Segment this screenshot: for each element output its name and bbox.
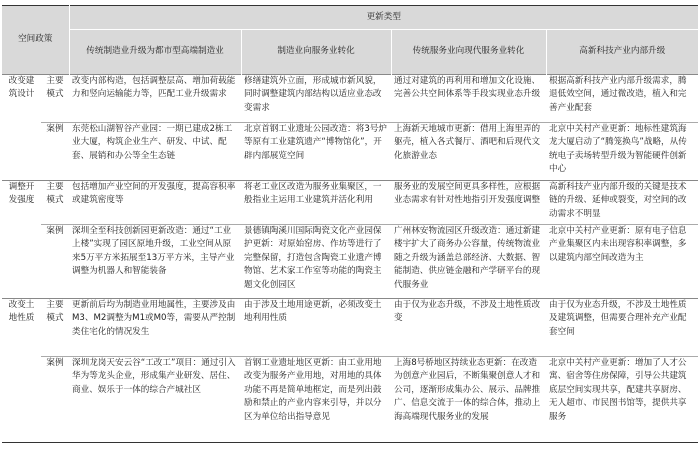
- header-policy-column: 空间政策: [2, 6, 69, 75]
- row-sub-label: 案例: [46, 124, 64, 134]
- header-type-modern-service: 传统服务业向现代服务业转化: [391, 30, 546, 75]
- table-cell: 上海新天地城市更新：借用上海里弄的躯壳，植入各式餐厅、酒吧和后现代文化旅游业态: [394, 124, 541, 161]
- policy-label: 改变建筑设计: [8, 76, 35, 100]
- table-cell: 修缮建筑外立面，形成城市新风貌，同时调整建筑内部结构以适应业态改变需求: [244, 76, 382, 113]
- table-cell: 上海8号桥地区持续业态更新：在改造为创意产业园后，不断集聚创意人才和公司，逐渐形成集办公、展示、品牌推广、信息交流于一体的综合体，推动上海高端现代服务业的发展: [394, 358, 541, 422]
- table-cell: 首钢工业遗址地区更新：由工业用地改变为服务产业用地，对用地的具体功能不再是简单地框定，而是列出鼓励和禁止的产业内容来引导，并以分区为单位给出指导意见: [244, 358, 382, 422]
- table-cell: 东莞松山湖智谷产业园：一期已建成2栋工业大厦，构筑企业生产、研发、中试、配套、展销和办公等全生态链: [72, 124, 233, 161]
- header-type-manufacturing-upgrade: 传统制造业升级为都市型高端制造业: [69, 30, 241, 75]
- table-cell: 北京中关村产业更新：地标性建筑海龙大厦启动了“腾笼换鸟”战略，从传统电子卖场转型升级为智能硬件创新中心: [549, 124, 687, 175]
- table-cell: 包括增加产业空间的开发强度，提高容积率或建筑密度等: [72, 182, 236, 206]
- table-cell: 景德镇陶溪川国际陶瓷文化产业园保护更新：对原始窑房、作坊等进行了完整保留，打造包含陶瓷工业遗产博物馆、艺术家工作室等功能的陶瓷主题文化创园区: [244, 226, 382, 290]
- header-update-type: 更新类型: [69, 6, 698, 30]
- table-cell: 北京首钢工业遗址公园改造：将3号炉等原有工业建筑遗产“博物馆化”，开辟内部展览空间: [244, 124, 387, 161]
- policy-label: 改变土地性质: [8, 300, 35, 324]
- row-sub-label: 案例: [46, 358, 64, 368]
- table-cell: 广州林安物流园区升级改造：通过新建楼宇扩大了商务办公容量，传统物流业随之升级为涵盖总部经济、大数据、智能制造、供应链金融和产学研平台的现代服务业: [394, 226, 541, 290]
- table-cell: 深圳全至科技创新园更新改造：通过“工业上楼”实现了园区原地升级，工业空间从原来5万平方米拓展至13万平方米，主导产业调整为机器人和智能装备: [72, 226, 235, 277]
- row-sub-label: 主要模式: [46, 182, 64, 206]
- policy-label: 调整开发强度: [8, 182, 35, 206]
- table-cell: 根据高新科技产业内部升级需求，腾退低效空间，通过微改造，植入和完善产业配套: [549, 76, 687, 113]
- row-sub-label: 案例: [46, 226, 64, 236]
- table-cell: 由于仅为业态升级，不涉及土地性质改变: [394, 300, 541, 324]
- table-cell: 服务业的发展空间更具多样性，应根据业态需求有针对性地指引开发强度调整: [394, 182, 541, 206]
- table-cell: 由于仅为业态升级，不涉及土地性质及建筑调整，但需要合理补充产业配套空间: [549, 300, 687, 337]
- table-cell: 北京中关村产业更新：增加了人才公寓、宿舍等住房保障，引导公共建筑底层空间实现共享，配建共享厨房、无人超市、市民图书馆等，提供共享服务: [549, 358, 687, 422]
- table-cell: 高新科技产业内部升级的关键是技术链的升级、延伸或裂变，对空间的改动需求不明显: [549, 182, 687, 219]
- header-type-high-tech: 高新科技产业内部升级: [579, 46, 666, 57]
- table-cell: 通过对建筑的再利用和增加文化设施、完善公共空间体系等手段实现业态升级: [394, 76, 541, 100]
- policy-comparison-table: [2, 5, 698, 443]
- table-cell: 将老工业区改造为服务业集聚区，一般指业主运用工业建筑并活化利用: [244, 182, 382, 206]
- header-type-manufacturing-to-service: 制造业向服务业转化: [241, 30, 391, 75]
- table-cell: 北京中关村产业更新：原有电子信息产业集聚区内未出现容积率调整，多以建筑内部空间改造为主: [549, 226, 687, 263]
- table-cell: 深圳龙岗天安云谷“工改工”项目：通过引入华为等龙头企业，形成集产业研发、居住、商业、娱乐于一体的综合产城社区: [72, 358, 236, 395]
- row-sub-label: 主要模式: [46, 76, 64, 100]
- table-cell: 由于涉及土地用途更新，必须改变土地利用性质: [244, 300, 382, 324]
- table-cell: 更新前后均为制造业用地属性，主要涉及由M3、M2调整为M1或M0等，需要从严控制类住宅化的情况发生: [72, 300, 236, 337]
- table-cell: 改变内部构造，包括调整层高、增加荷载能力和竖向运输能力等，匹配工业升级需求: [72, 76, 236, 100]
- row-sub-label: 主要模式: [46, 300, 64, 324]
